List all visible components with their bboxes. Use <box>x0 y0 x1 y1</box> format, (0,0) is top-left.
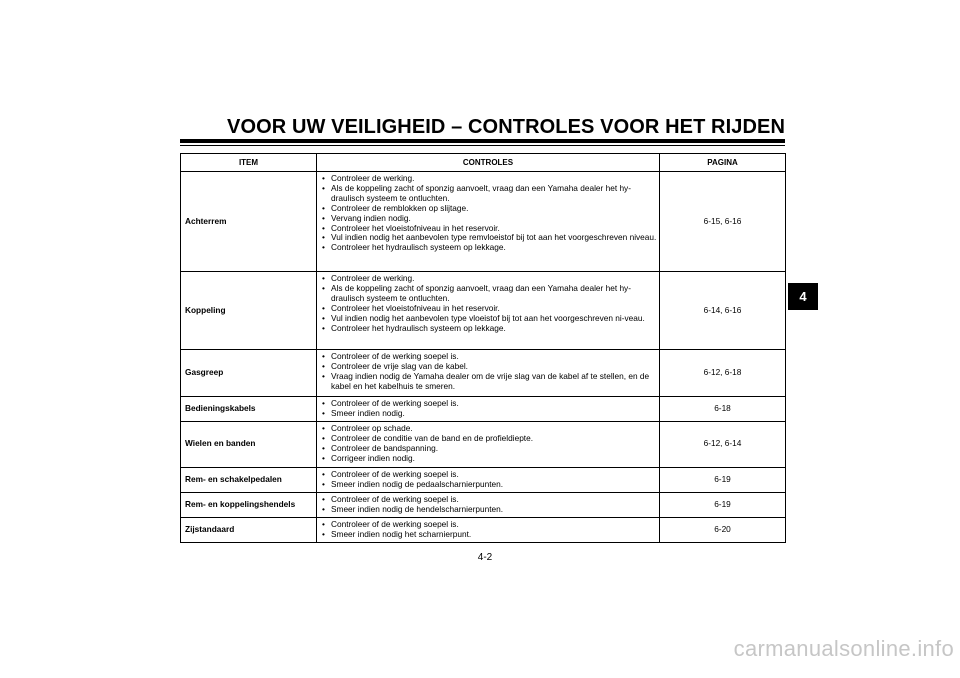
check-item: • Smeer indien nodig de hendelscharnierpunten. <box>321 505 657 515</box>
checks-cell <box>317 492 660 517</box>
check-item: • Controleer het vloeistofniveau in het reservoir. <box>321 224 657 234</box>
page-ref-cell: 6-19 <box>660 492 786 517</box>
check-item: • Controleer het hydraulisch systeem op lekkage. <box>321 243 657 253</box>
checks-cell <box>317 350 660 397</box>
check-item: • Controleer het vloeistofniveau in het reservoir. <box>321 304 657 314</box>
page-ref-cell: 6-12, 6-14 <box>660 421 786 467</box>
checks-list <box>321 470 657 490</box>
table-row <box>181 397 786 422</box>
table-row <box>181 272 786 350</box>
check-item: • Controleer de werking. <box>321 174 657 184</box>
table-row <box>181 421 786 467</box>
item-cell: Rem- en schakelpedalen <box>181 467 317 492</box>
check-item: • Controleer de werking. <box>321 274 657 284</box>
check-item: • Controleer of de werking soepel is. <box>321 399 657 409</box>
checks-list <box>321 424 657 464</box>
page-ref-cell: 6-14, 6-16 <box>660 272 786 350</box>
check-item: • Vervang indien nodig. <box>321 214 657 224</box>
check-item: • Controleer de remblokken op slijtage. <box>321 204 657 214</box>
column-header-checks: CONTROLES <box>317 154 660 172</box>
item-cell: Rem- en koppelingshendels <box>181 492 317 517</box>
check-item: • Vul indien nodig het aanbevolen type vloeistof bij tot aan het voorgeschreven ni-veau. <box>321 314 657 324</box>
check-item: • Controleer of de werking soepel is. <box>321 470 657 480</box>
check-item: • Als de koppeling zacht of sponzig aanvoelt, vraag dan een Yamaha dealer het hy-draulisch systeem te ontluchten. <box>321 284 657 304</box>
check-item: • Controleer de bandspanning. <box>321 444 657 454</box>
item-cell: Gasgreep <box>181 350 317 397</box>
check-item: • Smeer indien nodig het scharnierpunt. <box>321 530 657 540</box>
table-row <box>181 350 786 397</box>
page-ref-cell: 6-20 <box>660 517 786 542</box>
checks-cell <box>317 272 660 350</box>
page-ref-cell: 6-19 <box>660 467 786 492</box>
checks-cell <box>317 421 660 467</box>
check-item: • Corrigeer indien nodig. <box>321 454 657 464</box>
column-header-page: PAGINA <box>660 154 786 172</box>
table-row <box>181 492 786 517</box>
checks-cell <box>317 172 660 272</box>
table-row <box>181 467 786 492</box>
checks-list <box>321 174 657 253</box>
title-underline-thick <box>180 139 785 143</box>
check-item: • Controleer de conditie van de band en de profieldiepte. <box>321 434 657 444</box>
checks-list <box>321 520 657 540</box>
page-ref-cell: 6-18 <box>660 397 786 422</box>
check-item: • Vul indien nodig het aanbevolen type remvloeistof bij tot aan het voorgeschreven niveau. <box>321 233 657 243</box>
item-cell: Achterrem <box>181 172 317 272</box>
checks-list <box>321 399 657 419</box>
item-cell: Bedieningskabels <box>181 397 317 422</box>
table-row <box>181 517 786 542</box>
checks-list <box>321 274 657 333</box>
title-underline-thin <box>180 145 785 146</box>
check-item: • Vraag indien nodig de Yamaha dealer om de vrije slag van de kabel af te stellen, en de kabel en het kabelhuis te smeren. <box>321 372 657 392</box>
check-item: • Controleer het hydraulisch systeem op lekkage. <box>321 324 657 334</box>
check-item: • Controleer op schade. <box>321 424 657 434</box>
checks-list <box>321 495 657 515</box>
check-item: • Controleer of de werking soepel is. <box>321 495 657 505</box>
check-item: • Smeer indien nodig. <box>321 409 657 419</box>
page-ref-cell: 6-12, 6-18 <box>660 350 786 397</box>
check-item: • Controleer of de werking soepel is. <box>321 520 657 530</box>
check-item: • Controleer of de werking soepel is. <box>321 352 657 362</box>
checks-cell <box>317 467 660 492</box>
check-item: • Smeer indien nodig de pedaalscharnierpunten. <box>321 480 657 490</box>
item-cell: Zijstandaard <box>181 517 317 542</box>
table-row <box>181 172 786 272</box>
page-ref-cell: 6-15, 6-16 <box>660 172 786 272</box>
column-header-item: ITEM <box>181 154 317 172</box>
chapter-tab: 4 <box>788 283 818 310</box>
item-cell: Koppeling <box>181 272 317 350</box>
page-title: VOOR UW VEILIGHEID – CONTROLES VOOR HET RIJDEN <box>227 116 785 138</box>
table-body <box>181 172 786 543</box>
checks-list <box>321 352 657 392</box>
table-header-row <box>181 154 786 172</box>
watermark: carmanualsonline.info <box>733 636 954 661</box>
page-number: 4-2 <box>477 552 493 563</box>
check-item: • Controleer de vrije slag van de kabel. <box>321 362 657 372</box>
check-item: • Als de koppeling zacht of sponzig aanvoelt, vraag dan een Yamaha dealer het hy-draulisch systeem te ontluchten. <box>321 184 657 204</box>
controls-table <box>180 153 786 543</box>
checks-cell <box>317 517 660 542</box>
item-cell: Wielen en banden <box>181 421 317 467</box>
checks-cell <box>317 397 660 422</box>
